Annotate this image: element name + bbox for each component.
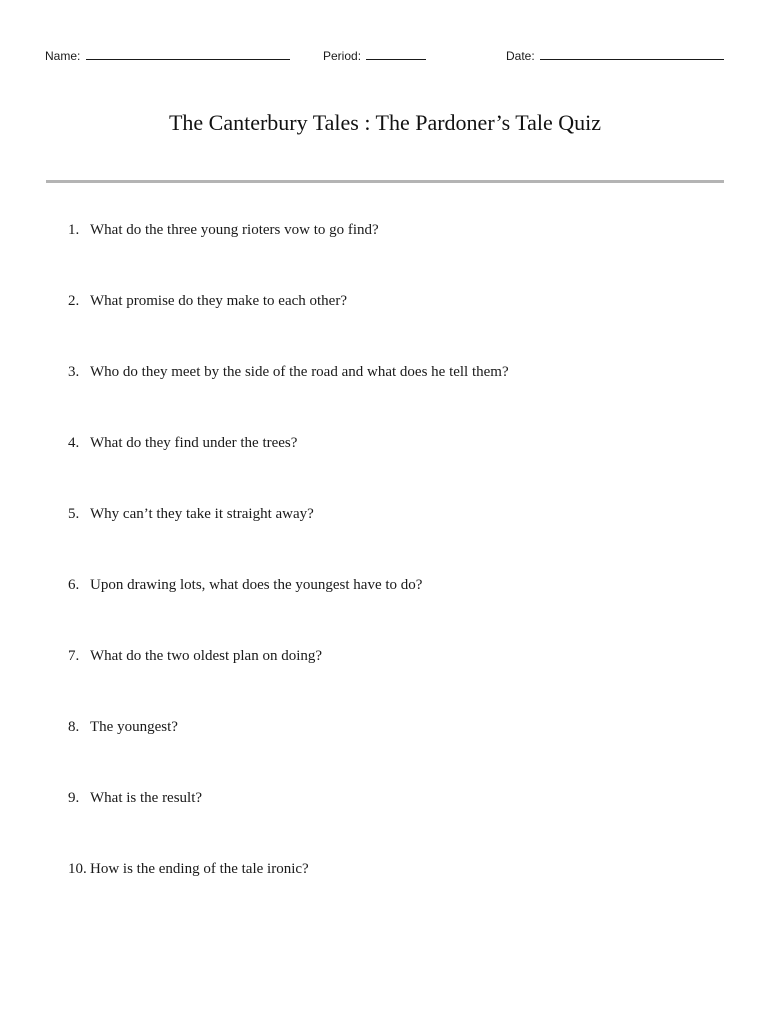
question-text: How is the ending of the tale ironic?: [90, 861, 309, 877]
question-text: What is the result?: [90, 790, 203, 806]
question-item: [0, 364, 770, 435]
question-number: 5.: [68, 506, 80, 522]
question-item: [0, 648, 770, 719]
name-field[interactable]: [45, 47, 290, 63]
question-item: [0, 293, 770, 364]
header-row: [0, 47, 770, 67]
question-text: Why can’t they take it straight away?: [90, 506, 314, 522]
name-label: Name:: [45, 49, 81, 63]
question-text: Upon drawing lots, what does the youngest have to do?: [90, 577, 423, 593]
period-blank-line[interactable]: [366, 47, 426, 60]
question-number: 1.: [68, 222, 80, 238]
page-title: The Canterbury Tales : The Pardoner’s Tale Quiz: [168, 110, 602, 135]
question-text: Who do they meet by the side of the road and what does he tell them?: [90, 364, 509, 380]
name-blank-line[interactable]: [86, 47, 290, 60]
question-item: [0, 790, 770, 861]
question-number: 2.: [68, 293, 80, 309]
question-number: 10.: [68, 861, 87, 877]
date-blank-line[interactable]: [540, 47, 724, 60]
question-number: 9.: [68, 790, 80, 806]
question-item: [0, 222, 770, 293]
date-field[interactable]: [506, 47, 724, 63]
question-number: 6.: [68, 577, 80, 593]
question-text: What do they find under the trees?: [90, 435, 298, 451]
title-divider: [46, 180, 724, 183]
question-item: [0, 435, 770, 506]
question-number: 8.: [68, 719, 80, 735]
question-item: [0, 506, 770, 577]
question-text: The youngest?: [90, 719, 178, 735]
question-number: 4.: [68, 435, 80, 451]
period-field[interactable]: [323, 47, 426, 63]
question-item: [0, 719, 770, 790]
question-item: [0, 577, 770, 648]
question-list: [0, 222, 770, 932]
question-number: 3.: [68, 364, 80, 380]
question-text: What do the three young rioters vow to go find?: [90, 222, 379, 238]
date-label: Date:: [506, 49, 535, 63]
question-text: What promise do they make to each other?: [90, 293, 347, 309]
period-label: Period:: [323, 49, 362, 63]
question-number: 7.: [68, 648, 80, 664]
question-item: [0, 861, 770, 932]
question-text: What do the two oldest plan on doing?: [90, 648, 323, 664]
